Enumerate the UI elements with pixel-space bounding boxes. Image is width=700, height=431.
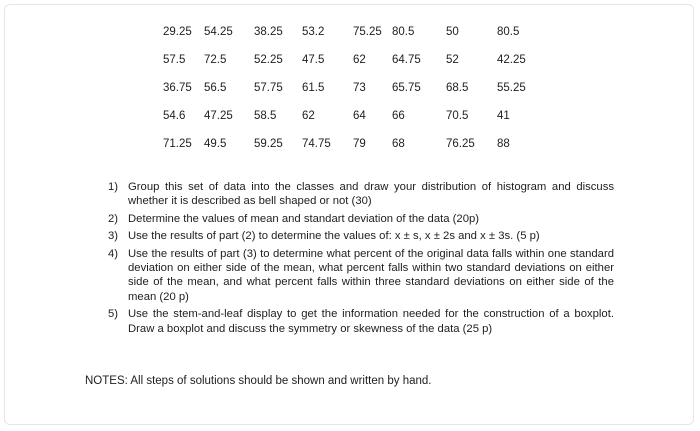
question-text: Determine the values of mean and standart deviation of the data (20p) [128,212,480,225]
table-cell: 57.75 [254,82,283,94]
table-cell: 38.25 [254,26,283,38]
table-cell: 59.25 [254,138,283,150]
table-cell: 68 [392,138,405,150]
table-cell: 62 [353,54,366,66]
table-cell: 64.75 [392,54,421,66]
table-cell: 47.5 [302,54,325,66]
table-cell: 68.5 [446,82,469,94]
question-item [108,212,614,226]
table-cell: 53.2 [302,26,325,38]
question-number: 4) [108,247,119,260]
table-cell: 56.5 [204,82,227,94]
table-cell: 79 [353,138,366,150]
question-text: Use the results of part (2) to determine the values of: x ± s, x ± 2s and x ± 3s. (5 p) [128,230,540,243]
notes-text: NOTES: All steps of solutions should be shown and written by hand. [85,375,432,387]
table-cell: 52 [446,54,459,66]
question-number: 1) [108,181,119,193]
table-cell: 55.25 [497,82,526,94]
table-cell: 50 [446,26,459,38]
table-cell: 74.75 [302,138,331,150]
table-cell: 88 [497,138,510,150]
table-cell: 66 [392,110,405,122]
table-cell: 58.5 [254,110,277,122]
table-cell: 64 [353,110,366,122]
table-cell: 71.25 [163,138,192,150]
table-cell: 62 [302,110,315,122]
table-cell: 70.5 [446,110,469,122]
table-cell: 54.6 [163,110,186,122]
question-item [108,247,614,305]
question-number: 5) [108,308,119,321]
table-cell: 80.5 [497,26,520,38]
table-cell: 49.5 [204,138,227,150]
table-cell: 73 [353,82,366,94]
table-cell: 29.25 [163,26,192,38]
question-text: Use the stem-and-leaf display to get the information needed for the construction of a boxplot. Draw a boxplot and discuss the symmetry or skewness of the data (25 p) [128,308,614,335]
table-cell: 75.25 [353,26,382,38]
question-item [108,307,614,336]
table-cell: 61.5 [302,82,325,94]
table-cell: 54.25 [204,26,233,38]
table-cell: 65.75 [392,82,421,94]
question-list [108,180,614,339]
table-cell: 36.75 [163,82,192,94]
table-cell: 41 [497,110,510,122]
table-cell: 42.25 [497,54,526,66]
table-cell: 80.5 [392,26,415,38]
question-text: Use the results of part (3) to determine what percent of the original data falls within one standard deviation on either side of the mean, what percent falls within two standard deviations on either side of the mean, and what percent falls within three standard deviations on either side of the mean (20 p) [128,247,614,303]
table-cell: 57.5 [163,54,186,66]
question-item [108,229,614,243]
table-cell: 72.5 [204,54,227,66]
question-text: Group this set of data into the classes and draw your distribution of histogram and discuss whether it is described as bell shaped or not (30) [128,181,614,208]
table-cell: 47.25 [204,110,233,122]
table-cell: 76.25 [446,138,475,150]
table-cell: 52.25 [254,54,283,66]
question-item [108,180,614,209]
question-number: 2) [108,212,119,225]
question-number: 3) [108,230,119,243]
